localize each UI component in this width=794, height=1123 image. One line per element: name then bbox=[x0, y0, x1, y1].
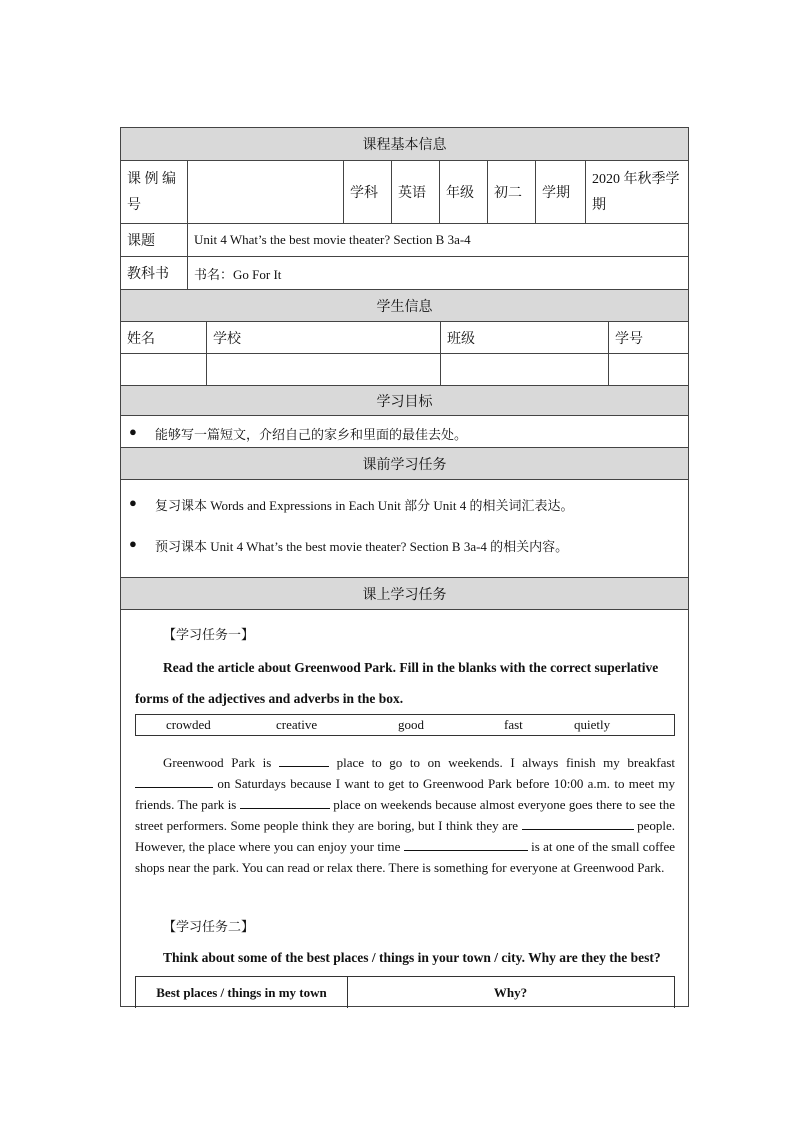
pre-tasks-header bbox=[121, 448, 688, 480]
blank-2[interactable] bbox=[135, 775, 213, 788]
topic-value: Unit 4 What’s the best movie theater? Section B 3a-4 bbox=[194, 232, 471, 247]
word-fast: fast bbox=[504, 717, 523, 732]
pre-tasks-row bbox=[121, 480, 688, 578]
subject-label: 学科 bbox=[344, 161, 392, 223]
textbook-label: 教科书 bbox=[121, 257, 188, 289]
task1-label: 【学习任务一】 bbox=[163, 627, 255, 642]
grade-label: 年级 bbox=[440, 161, 488, 223]
bullet-icon: ● bbox=[129, 495, 137, 510]
school-field[interactable] bbox=[207, 354, 441, 385]
student-info-labels-row bbox=[121, 322, 688, 354]
word-box bbox=[135, 714, 675, 736]
student-info-values-row bbox=[121, 354, 688, 386]
in-class-header bbox=[121, 578, 688, 610]
topic-row bbox=[121, 224, 688, 257]
subject-value: 英语 bbox=[392, 161, 440, 223]
term-value: 2020 年秋季学期 bbox=[592, 172, 680, 213]
student-id-field[interactable] bbox=[609, 354, 688, 385]
course-info-header-text: 课程基本信息 bbox=[362, 138, 447, 153]
task1-instruction-line1: Read the article about Greenwood Park. Fill in the blanks with the correct superlative bbox=[163, 660, 659, 675]
greenwood-passage: Greenwood Park is place to go to on weekends. I always finish my breakfast on Saturdays because I want to get to Greenwood Park before 10:00 a.m. to meet my friends. The park is place on weekends because almost everyone goes there to see the street performers. Some people think they are boring, but I think they are people. However, the place where you can enjoy your time is at one of the small coffee shops near the park. You can read or relax there. There is something for everyone at Greenwood Park. bbox=[135, 755, 676, 875]
goals-header-text: 学习目标 bbox=[376, 394, 433, 410]
grade-value: 初二 bbox=[488, 161, 536, 223]
name-label: 姓名 bbox=[121, 322, 207, 353]
goals-row bbox=[121, 416, 688, 448]
textbook-row bbox=[121, 257, 688, 290]
in-class-header-text: 课上学习任务 bbox=[362, 587, 447, 603]
textbook-value: 书名：Go For It bbox=[194, 266, 282, 282]
blank-5[interactable] bbox=[404, 838, 528, 851]
goal-item: 能够写一篇短文，介绍自己的家乡和里面的最佳去处。 bbox=[155, 427, 468, 442]
word-crowded: crowded bbox=[166, 717, 211, 732]
pre-task-item: 预习课本 Unit 4 What’s the best movie theater? Section B 3a-4 的相关内容。 bbox=[155, 539, 569, 554]
pre-task-item: 复习课本 Words and Expressions in Each Unit 部分 Unit 4 的相关词汇表达。 bbox=[155, 498, 574, 513]
best-places-table bbox=[135, 976, 675, 1008]
in-class-content bbox=[121, 610, 688, 1006]
student-info-header bbox=[121, 290, 688, 322]
lesson-no-value bbox=[188, 161, 344, 223]
blank-1[interactable] bbox=[279, 754, 329, 767]
topic-label: 课题 bbox=[121, 224, 188, 256]
best-places-col-header: Best places / things in my town bbox=[136, 977, 348, 1008]
why-col-header: Why? bbox=[493, 984, 528, 1000]
word-good: good bbox=[398, 717, 424, 732]
term-label: 学期 bbox=[536, 161, 586, 223]
course-info-header bbox=[121, 128, 688, 161]
course-info-row bbox=[121, 161, 688, 224]
blank-4[interactable] bbox=[522, 817, 634, 830]
name-field[interactable] bbox=[121, 354, 207, 385]
word-quietly: quietly bbox=[574, 717, 611, 732]
goals-header bbox=[121, 386, 688, 416]
task2-instruction: Think about some of the best places / things in your town / city. Why are they the best? bbox=[163, 950, 661, 965]
class-field[interactable] bbox=[441, 354, 609, 385]
task2-label: 【学习任务二】 bbox=[163, 919, 255, 934]
class-label: 班级 bbox=[441, 322, 609, 353]
student-info-header-text: 学生信息 bbox=[376, 299, 433, 315]
task1-instruction-line2: forms of the adjectives and adverbs in the box. bbox=[135, 691, 404, 706]
bullet-icon: ● bbox=[129, 424, 137, 439]
school-label: 学校 bbox=[207, 322, 441, 353]
student-id-label: 学号 bbox=[615, 331, 643, 347]
lesson-worksheet bbox=[120, 127, 689, 1007]
bullet-icon: ● bbox=[129, 536, 137, 551]
pre-tasks-header-text: 课前学习任务 bbox=[362, 457, 447, 473]
lesson-no-label: 课 例 编 号 bbox=[121, 161, 188, 223]
blank-3[interactable] bbox=[240, 796, 330, 809]
word-creative: creative bbox=[276, 717, 318, 732]
